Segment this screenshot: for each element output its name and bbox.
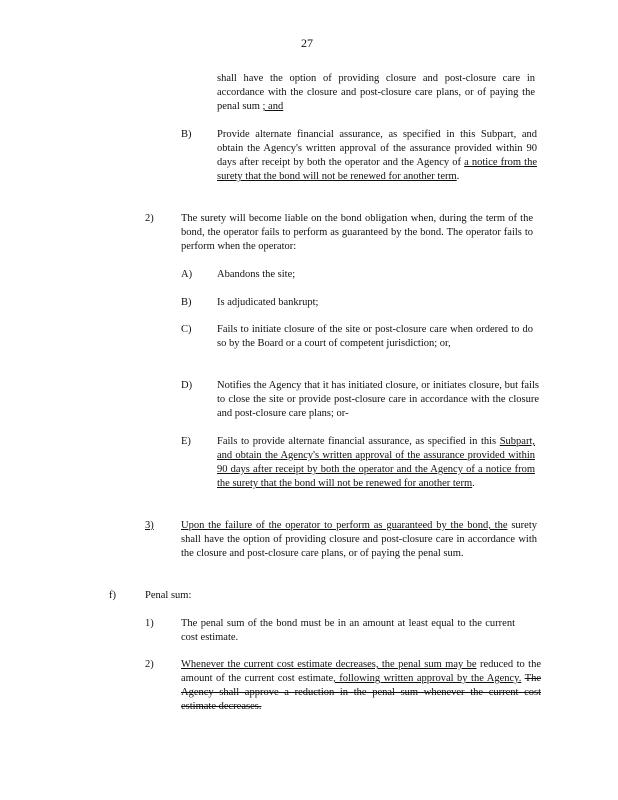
item-f2-deletion: The Agency shall approve a reduction in the penal sum whenever the current cost estimate decreases. xyxy=(181,673,542,712)
item-label-2d: D) xyxy=(181,380,193,391)
item-2b-text: Is adjudicated bankrupt; xyxy=(217,297,319,308)
item-label-2: 2) xyxy=(145,213,154,224)
item-2e-tail: . xyxy=(472,478,475,489)
page-number: 27 xyxy=(301,36,313,50)
item-f2-insert: Whenever the current cost estimate decreases, the penal sum may be xyxy=(181,659,477,670)
item-label-f2: 2) xyxy=(145,659,154,670)
item-label-2e: E) xyxy=(181,436,191,447)
item-f2-text: reduced to the amount of the current cost estimate xyxy=(181,659,541,684)
item-label-2b: B) xyxy=(181,297,192,308)
item-label-b: B) xyxy=(181,129,192,140)
item-f1-text: The penal sum of the bond must be in an amount at least equal to the current cost estimate. xyxy=(181,618,515,643)
item-label-3: 3) xyxy=(145,520,154,531)
item-2d-text: Notifies the Agency that it has initiated closure, or initiates closure, but fails to close the site or provide post-closure care in accordance with the closure and post-closure care plans; or- xyxy=(217,380,539,419)
item-2e-paragraph xyxy=(217,435,535,491)
item-f2-insert-2: , following written approval by the Agency. xyxy=(333,673,522,684)
carryover-text: shall have the option of providing closure and post-closure care in accordance with the closure and post-closure care plans, or of paying the penal sum xyxy=(217,73,535,112)
item-3-paragraph xyxy=(181,519,537,561)
item-b-text: Provide alternate financial assurance, as specified in this Subpart, and obtain the Agency's written approval of the assurance provided within 90 days after receipt by both the operator and the Agency of xyxy=(217,129,537,168)
item-b-paragraph xyxy=(217,128,537,184)
item-f2-paragraph xyxy=(181,658,541,714)
item-b-tail: . xyxy=(456,171,460,182)
item-2e-text: Fails to provide alternate financial assurance, as specified in this xyxy=(217,436,500,447)
item-2e-insert: Subpart, and obtain the Agency's written approval of the assurance provided within 90 days after receipt by both the operator and the Agency of a notice from the surety that the bond will not be renewed for another term xyxy=(217,436,535,489)
item-2a-text: Abandons the site; xyxy=(217,269,296,280)
item-3-text: surety shall have the option of providing closure and post-closure care in accordance with the closure and post-closure care plans, or of paying the penal sum. xyxy=(181,520,538,559)
item-2-text: The surety will become liable on the bond obligation when, during the term of the bond, the operator fails to perform as guaranteed by the bond. The operator fails to perform when the operator: xyxy=(181,213,533,252)
carryover-insert: ; and xyxy=(262,101,284,112)
item-label-f: f) xyxy=(109,590,116,601)
carryover-paragraph xyxy=(217,72,535,114)
item-3-insert: Upon the failure of the operator to perform as guaranteed by the bond, the xyxy=(181,520,508,531)
item-2c-text: Fails to initiate closure of the site or post-closure care when ordered to do so by the Board or a court of competent jurisdiction; or, xyxy=(217,324,533,349)
item-label-f1: 1) xyxy=(145,618,154,629)
item-b-insert: a notice from the surety that the bond will not be renewed for another term xyxy=(217,157,537,182)
item-label-2c: C) xyxy=(181,324,192,335)
item-f-text: Penal sum: xyxy=(145,590,192,601)
item-label-2a: A) xyxy=(181,269,193,280)
